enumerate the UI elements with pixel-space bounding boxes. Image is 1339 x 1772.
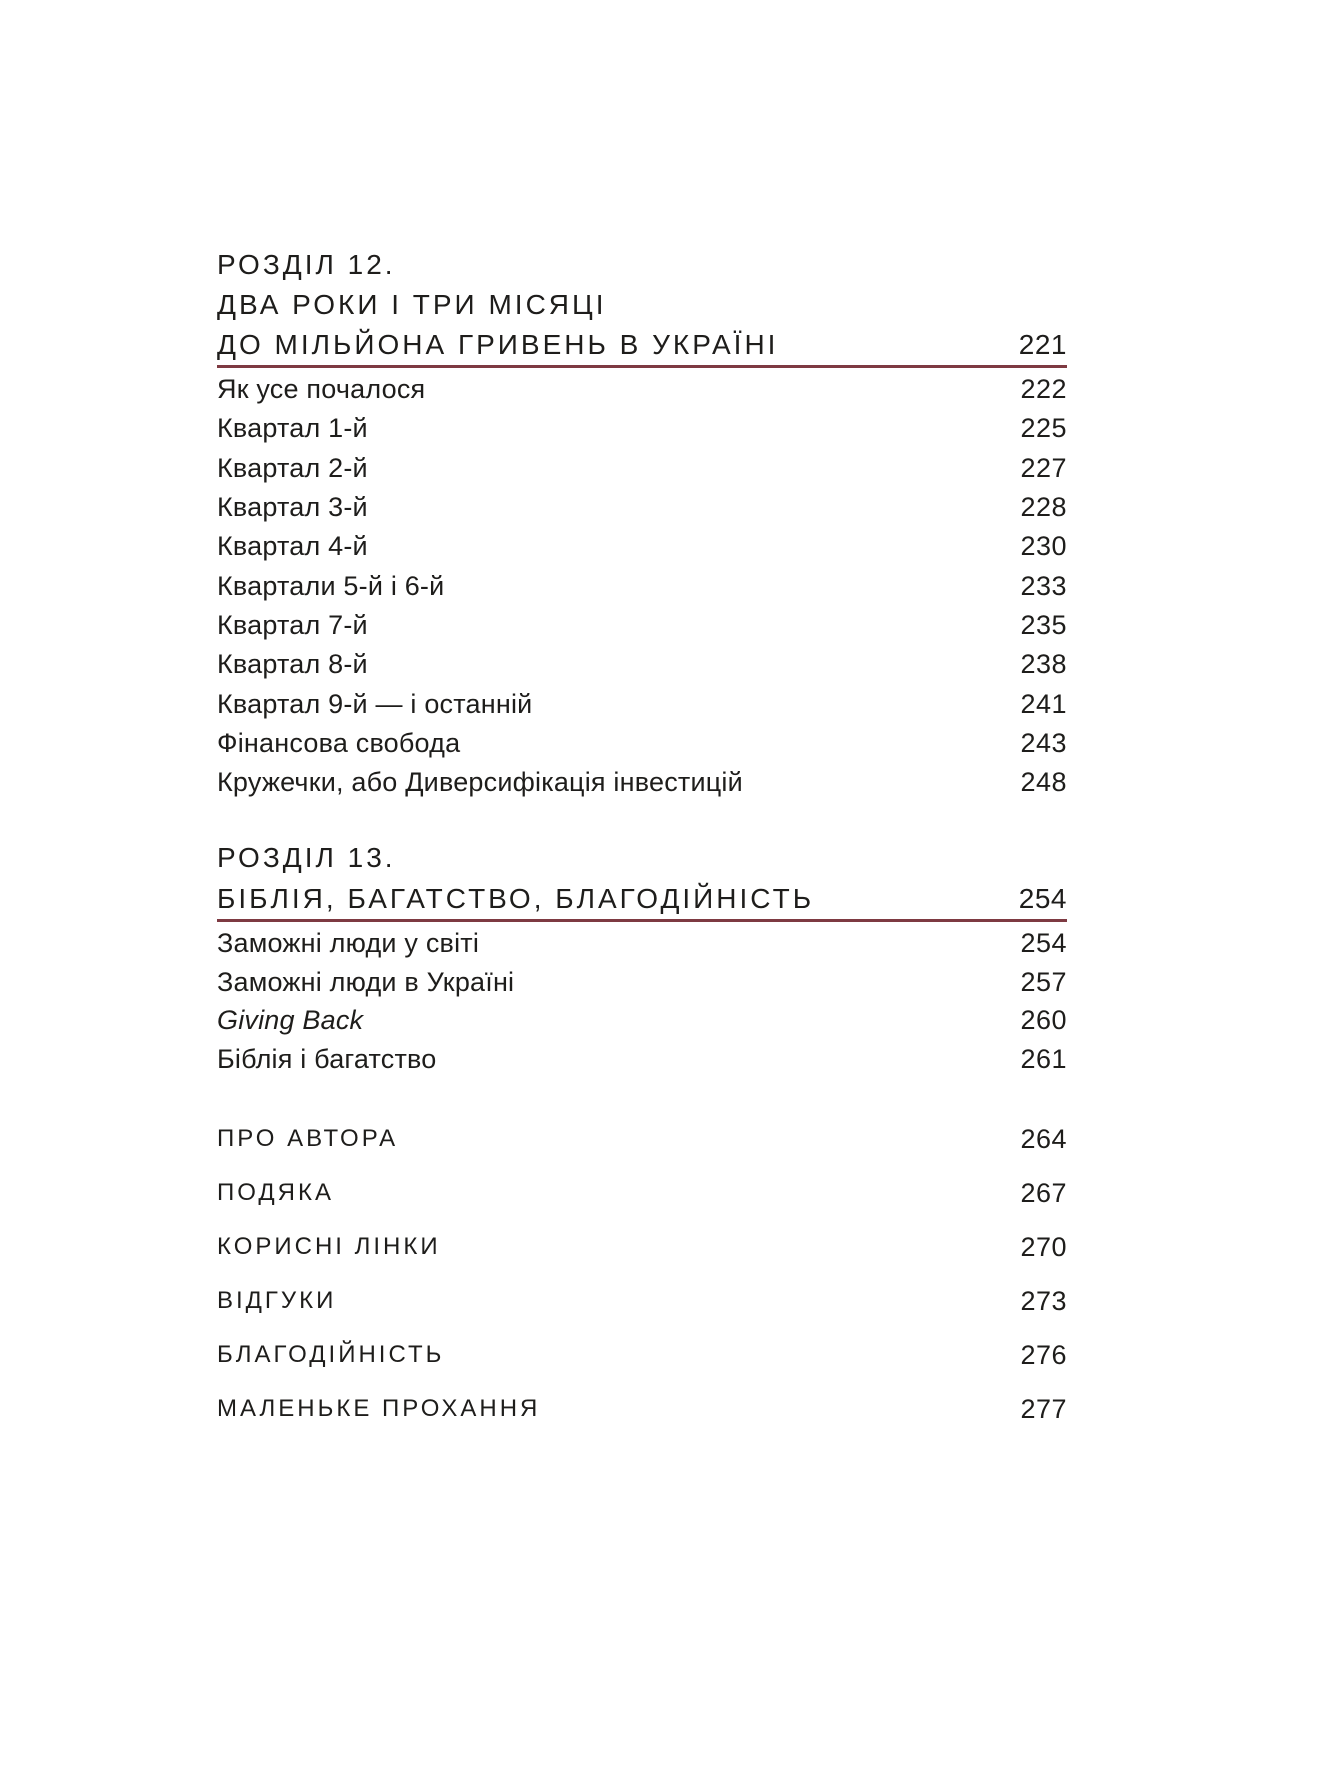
toc-entry-title: Кружечки, або Диверсифікація інвестицій <box>217 767 743 798</box>
toc-entry-title: Квартал 8-й <box>217 649 368 680</box>
toc-entry <box>217 724 1067 763</box>
toc-entry <box>217 924 1067 963</box>
toc-entry-title: Заможні люди у світі <box>217 928 480 959</box>
back-matter-title: ВІДГУКИ <box>217 1287 337 1315</box>
back-matter-block <box>217 1124 1067 1424</box>
toc-entry <box>217 1040 1067 1079</box>
toc-entry <box>217 1001 1067 1040</box>
toc-entry-page: 230 <box>1020 531 1067 562</box>
toc-entry-page: 243 <box>1020 727 1067 758</box>
back-matter-row <box>217 1394 1067 1424</box>
back-matter-title: БЛАГОДІЙНІСТЬ <box>217 1341 445 1369</box>
toc-entry-title: Квартал 1-й <box>217 413 368 444</box>
toc-entry-page: 227 <box>1020 452 1067 483</box>
toc-entry-title: Заможні люди в Україні <box>217 966 515 997</box>
toc-entry-page: 228 <box>1020 492 1067 523</box>
toc-entry-page: 233 <box>1020 570 1067 601</box>
toc-entry <box>217 527 1067 566</box>
toc-entry-page: 257 <box>1020 966 1067 997</box>
back-matter-page: 273 <box>1020 1285 1067 1316</box>
chapter-12-title-row <box>217 325 1067 368</box>
toc-entry-title: Квартал 4-й <box>217 531 368 562</box>
chapter-12-title-line-1: ДВА РОКИ І ТРИ МІСЯЦІ <box>217 289 607 320</box>
back-matter-row <box>217 1286 1067 1316</box>
toc-entry-title: Біблія і багатство <box>217 1043 437 1074</box>
toc-entry-title: Як усе почалося <box>217 374 426 405</box>
toc-entry-page: 235 <box>1020 609 1067 640</box>
chapter-13-title-row <box>217 878 1067 922</box>
back-matter-title: ПРО АВТОРА <box>217 1125 399 1153</box>
back-matter-title: МАЛЕНЬКЕ ПРОХАННЯ <box>217 1395 541 1423</box>
back-matter-row <box>217 1232 1067 1262</box>
toc-entry-title: Фінансова свобода <box>217 727 461 758</box>
toc-entry <box>217 645 1067 684</box>
toc-entry-page: 238 <box>1020 649 1067 680</box>
toc-entry-page: 260 <box>1020 1005 1067 1036</box>
toc-entry-title: Квартал 9-й — і останній <box>217 688 533 719</box>
chapter-12-entries <box>217 368 1067 802</box>
toc-entry-title: Квартал 3-й <box>217 492 368 523</box>
chapter-12-title-line-2: ДО МІЛЬЙОНА ГРИВЕНЬ В УКРАЇНІ <box>217 329 779 360</box>
toc-entry-page: 248 <box>1020 767 1067 798</box>
back-matter-row <box>217 1124 1067 1154</box>
toc-entry <box>217 684 1067 723</box>
chapter-13-entries <box>217 922 1067 1078</box>
toc-entry-title: Квартал 2-й <box>217 452 368 483</box>
back-matter-page: 270 <box>1020 1231 1067 1262</box>
toc-entry <box>217 963 1067 1002</box>
toc-entry-title: Giving Back <box>217 1005 364 1036</box>
toc-entry <box>217 449 1067 488</box>
toc-entry-page: 254 <box>1020 928 1067 959</box>
back-matter-page: 264 <box>1020 1123 1067 1154</box>
chapter-12-block <box>217 245 1067 802</box>
table-of-contents <box>217 245 1067 1448</box>
chapter-12-label: РОЗДІЛ 12. <box>217 249 396 280</box>
toc-entry <box>217 370 1067 409</box>
chapter-13-page-number: 254 <box>1018 883 1067 915</box>
toc-entry <box>217 763 1067 802</box>
chapter-13-title: БІБЛІЯ, БАГАТСТВО, БЛАГОДІЙНІСТЬ <box>217 883 815 915</box>
chapter-13-label: РОЗДІЛ 13. <box>217 842 396 874</box>
toc-entry-title: Квартал 7-й <box>217 609 368 640</box>
toc-entry-page: 222 <box>1020 374 1067 405</box>
toc-entry <box>217 488 1067 527</box>
back-matter-page: 276 <box>1020 1339 1067 1370</box>
chapter-12-page-number: 221 <box>1018 329 1067 360</box>
back-matter-title: КОРИСНІ ЛІНКИ <box>217 1233 441 1261</box>
toc-entry-title: Квартали 5-й і 6-й <box>217 570 445 601</box>
toc-entry-page: 225 <box>1020 413 1067 444</box>
toc-entry <box>217 606 1067 645</box>
toc-entry <box>217 409 1067 448</box>
back-matter-row <box>217 1178 1067 1208</box>
back-matter-row <box>217 1340 1067 1370</box>
toc-entry-page: 261 <box>1020 1043 1067 1074</box>
toc-entry <box>217 566 1067 605</box>
toc-entry-page: 241 <box>1020 688 1067 719</box>
back-matter-title: ПОДЯКА <box>217 1179 334 1207</box>
back-matter-page: 277 <box>1020 1393 1067 1424</box>
back-matter-page: 267 <box>1020 1177 1067 1208</box>
chapter-13-block <box>217 837 1067 1078</box>
